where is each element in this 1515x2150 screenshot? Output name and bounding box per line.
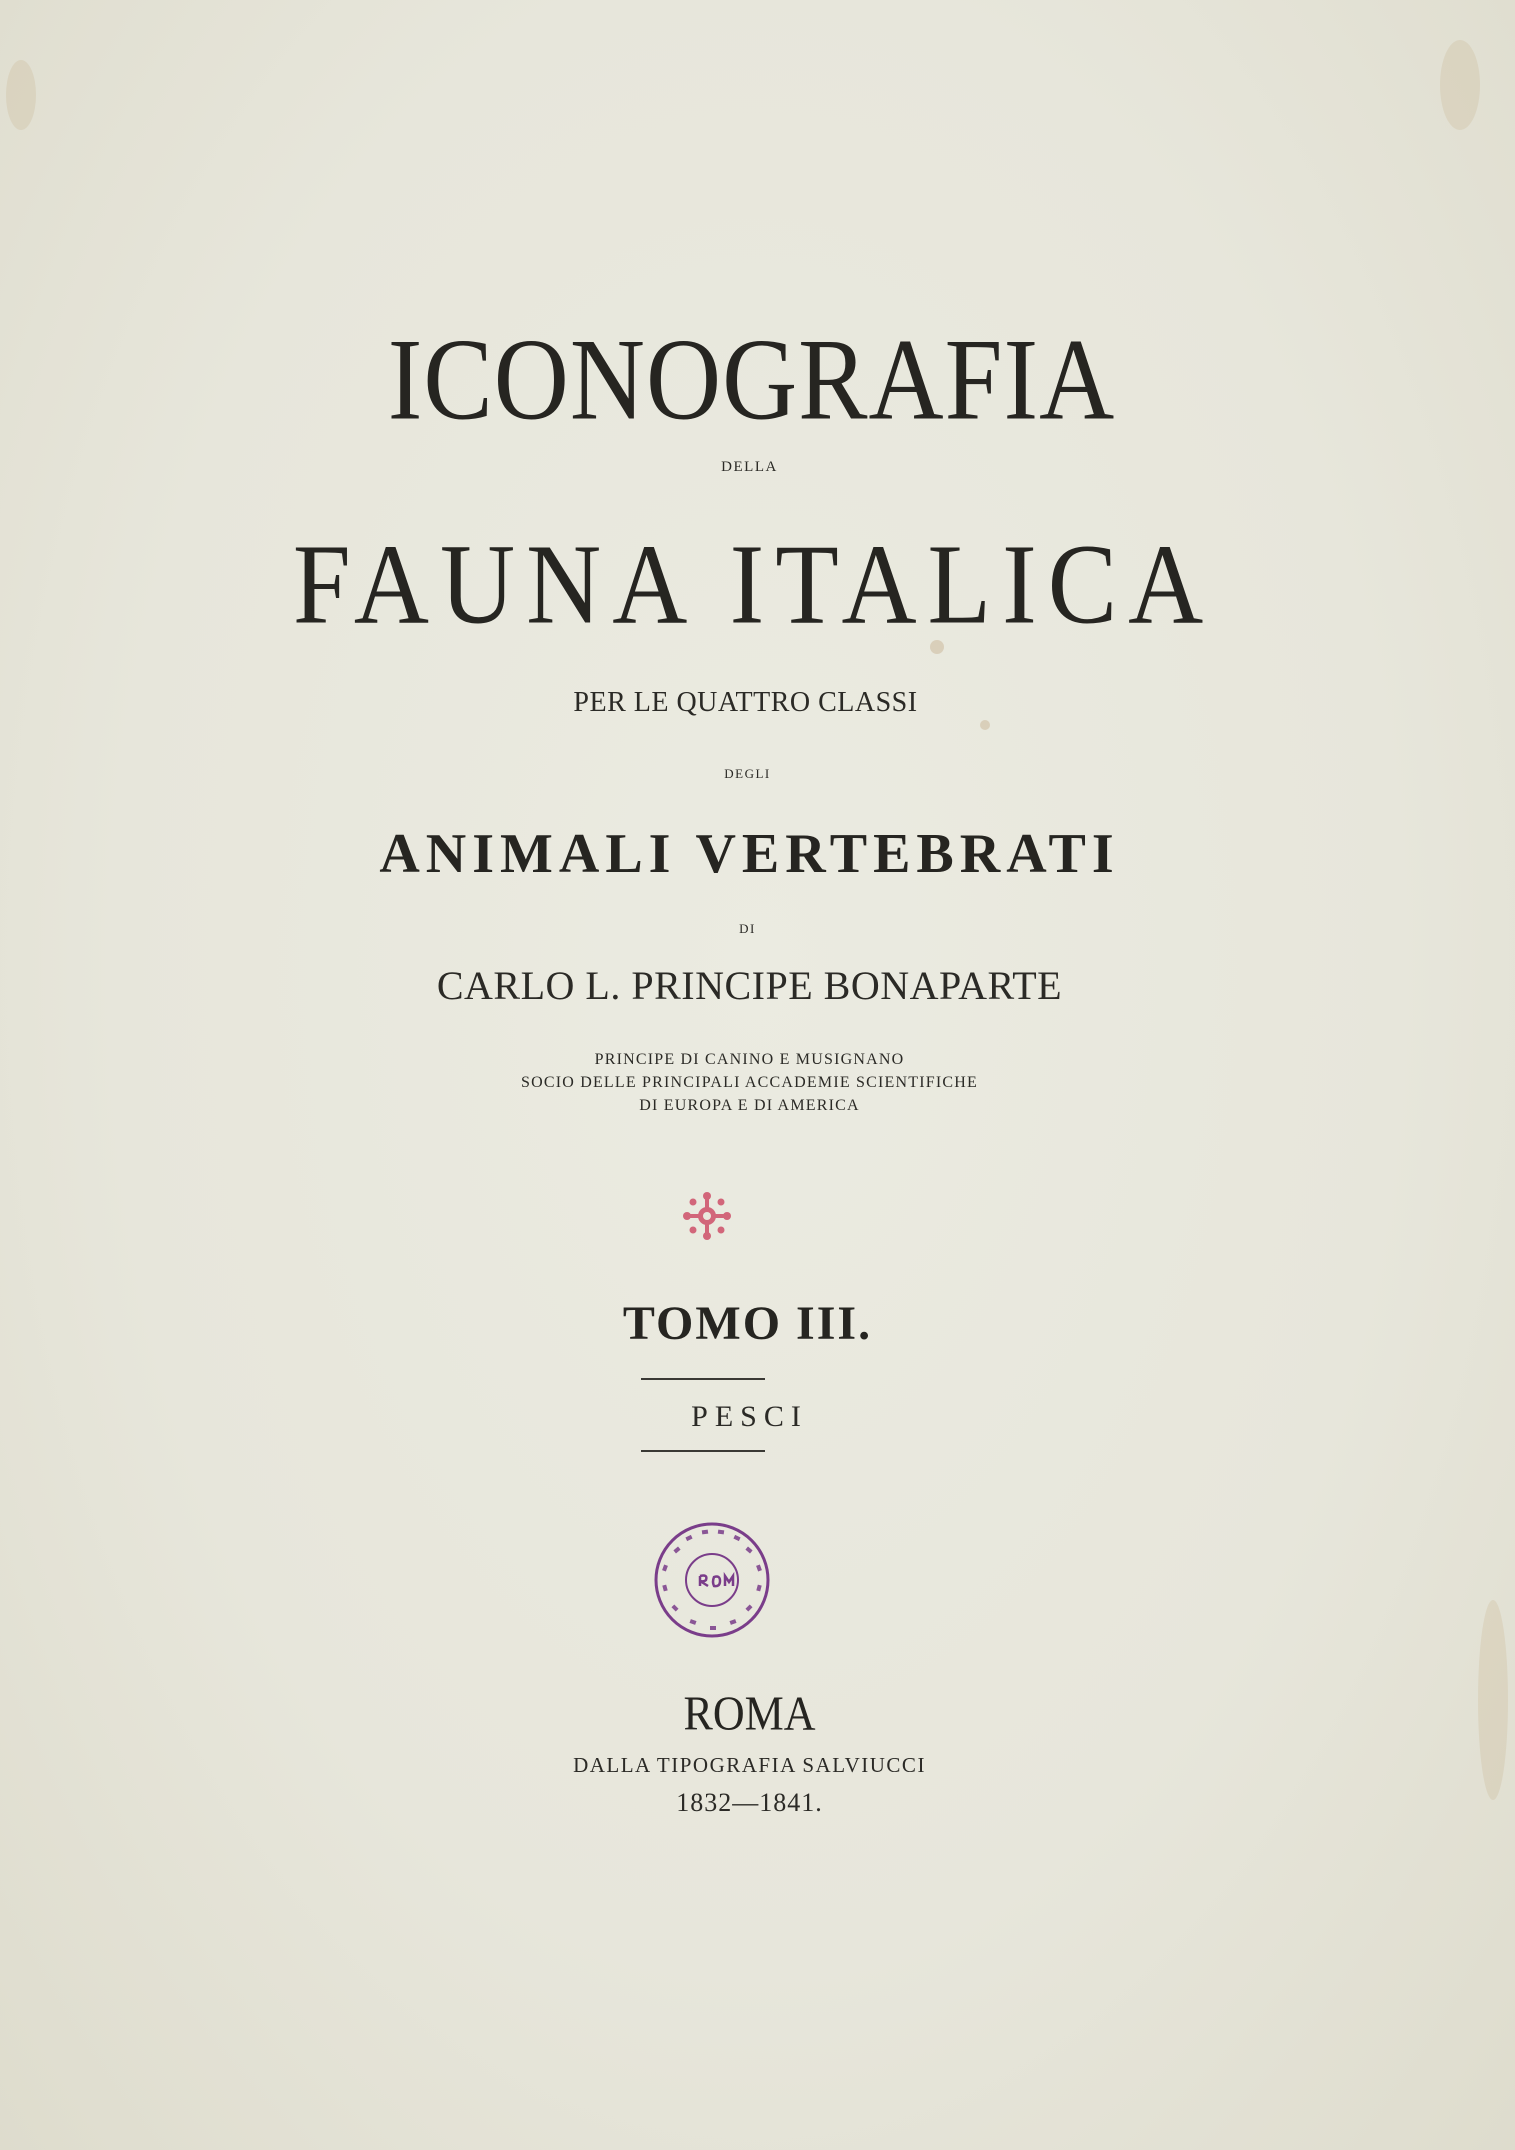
imprint-city: ROMA: [683, 1686, 816, 1741]
animals-line: ANIMALI VERTEBRATI: [379, 823, 1120, 885]
author-title-line: SOCIO DELLE PRINCIPALI ACCADEMIE SCIENTIFICHE: [521, 1074, 978, 1091]
book-subject: FAUNA ITALICA: [292, 521, 1215, 648]
divider: [641, 1450, 765, 1452]
paper-stain: [980, 720, 990, 730]
volume-subject: PESCI: [691, 1400, 808, 1433]
classes-line: PER LE QUATTRO CLASSI: [573, 687, 918, 718]
flower-ornament-icon: [681, 1190, 733, 1242]
divider: [641, 1378, 765, 1380]
library-stamp-icon: [652, 1520, 772, 1640]
author-title-line: PRINCIPE DI CANINO E MUSIGNANO: [594, 1051, 905, 1068]
paper-stain: [6, 60, 36, 130]
author-name: CARLO L. PRINCIPE BONAPARTE: [436, 963, 1063, 1008]
connector-della: DELLA: [721, 459, 778, 475]
book-title: ICONOGRAFIA: [387, 315, 1116, 445]
paper-stain: [1440, 40, 1480, 130]
connector-degli: DEGLI: [724, 766, 771, 781]
author-title-line: DI EUROPA E DI AMERICA: [639, 1097, 860, 1114]
imprint-printer: DALLA TIPOGRAFIA SALVIUCCI: [573, 1753, 926, 1777]
imprint-years: 1832—1841.: [676, 1788, 823, 1817]
connector-di: DI: [739, 921, 756, 936]
volume-number: TOMO III.: [622, 1297, 873, 1350]
